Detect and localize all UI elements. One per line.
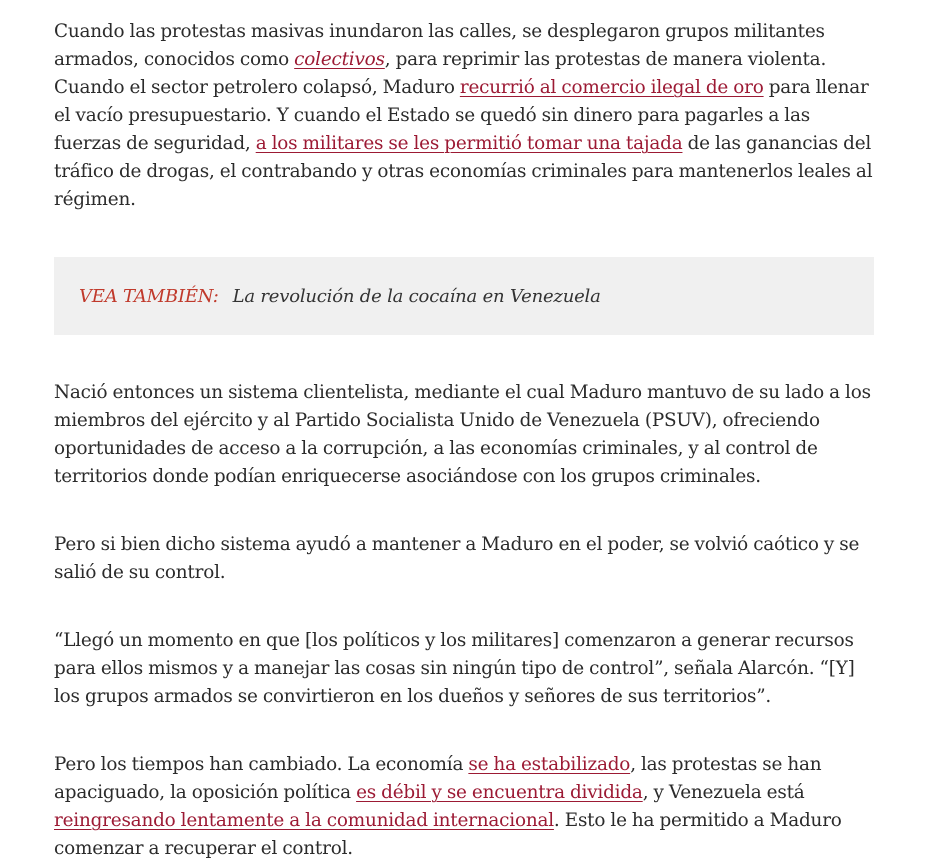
- paragraph-text: , para reprimir las protestas de manera violenta. Cuando el sector petrolero colapsó, Maduro: [54, 49, 827, 98]
- paragraph-text: Pero los tiempos han cambiado. La economía: [54, 754, 469, 775]
- related-article-link[interactable]: La revolución de la cocaína en Venezuela: [232, 285, 601, 307]
- paragraph-text: de las ganancias del tráfico de drogas, el contrabando y otras economías criminales para mantenerlos leales al régimen.: [54, 133, 873, 210]
- related-kicker: VEA TAMBIÉN:: [79, 285, 219, 307]
- inline-link[interactable]: recurrió al comercio ilegal de oro: [459, 77, 764, 98]
- article-paragraph: [54, 379, 874, 491]
- article-paragraph: [54, 531, 874, 587]
- paragraph-text: Cuando las protestas masivas inundaron las calles, se desplegaron grupos militantes armados, conocidos como: [54, 21, 825, 70]
- inline-link[interactable]: colectivos: [294, 49, 385, 70]
- paragraphs-before: [54, 18, 874, 214]
- article-body: [54, 18, 874, 863]
- article-paragraph: [54, 18, 874, 214]
- inline-link[interactable]: es débil y se encuentra dividida: [356, 782, 643, 803]
- paragraphs-after: [54, 379, 874, 863]
- article-paragraph: [54, 627, 874, 711]
- paragraph-text: Nació entonces un sistema clientelista, mediante el cual Maduro mantuvo de su lado a los miembros del ejército y al Partido Socialista Unido de Venezuela (PSUV), ofreciendo oportunidades de acceso a la corrupción, a las economías criminales, y al control de territorios donde podían enriquecerse asociándose con los grupos criminales.: [54, 382, 871, 487]
- paragraph-text: “Llegó un momento en que [los políticos y los militares] comenzaron a generar recursos para ellos mismos y a manejar las cosas sin ningún tipo de control”, señala Alarcón. “[Y] los grupos armados se convirtieron en los dueños y señores de sus territorios”.: [54, 630, 855, 707]
- article-paragraph: [54, 751, 874, 863]
- paragraph-text: , y Venezuela está: [642, 782, 805, 803]
- paragraph-text: Pero si bien dicho sistema ayudó a mantener a Maduro en el poder, se volvió caótico y se salió de su control.: [54, 534, 860, 583]
- inline-link[interactable]: se ha estabilizado: [468, 754, 631, 775]
- paragraph-text: . Esto le ha permitido a Maduro comenzar a recuperar el control.: [54, 810, 842, 859]
- related-article-box[interactable]: [54, 257, 874, 335]
- paragraph-text: , las protestas se han apaciguado, la oposición política: [54, 754, 822, 803]
- inline-link[interactable]: a los militares se les permitió tomar una tajada: [255, 133, 683, 154]
- inline-link[interactable]: reingresando lentamente a la comunidad internacional: [54, 810, 554, 831]
- paragraph-text: para llenar el vacío presupuestario. Y cuando el Estado se quedó sin dinero para pagarles a las fuerzas de seguridad,: [54, 77, 869, 154]
